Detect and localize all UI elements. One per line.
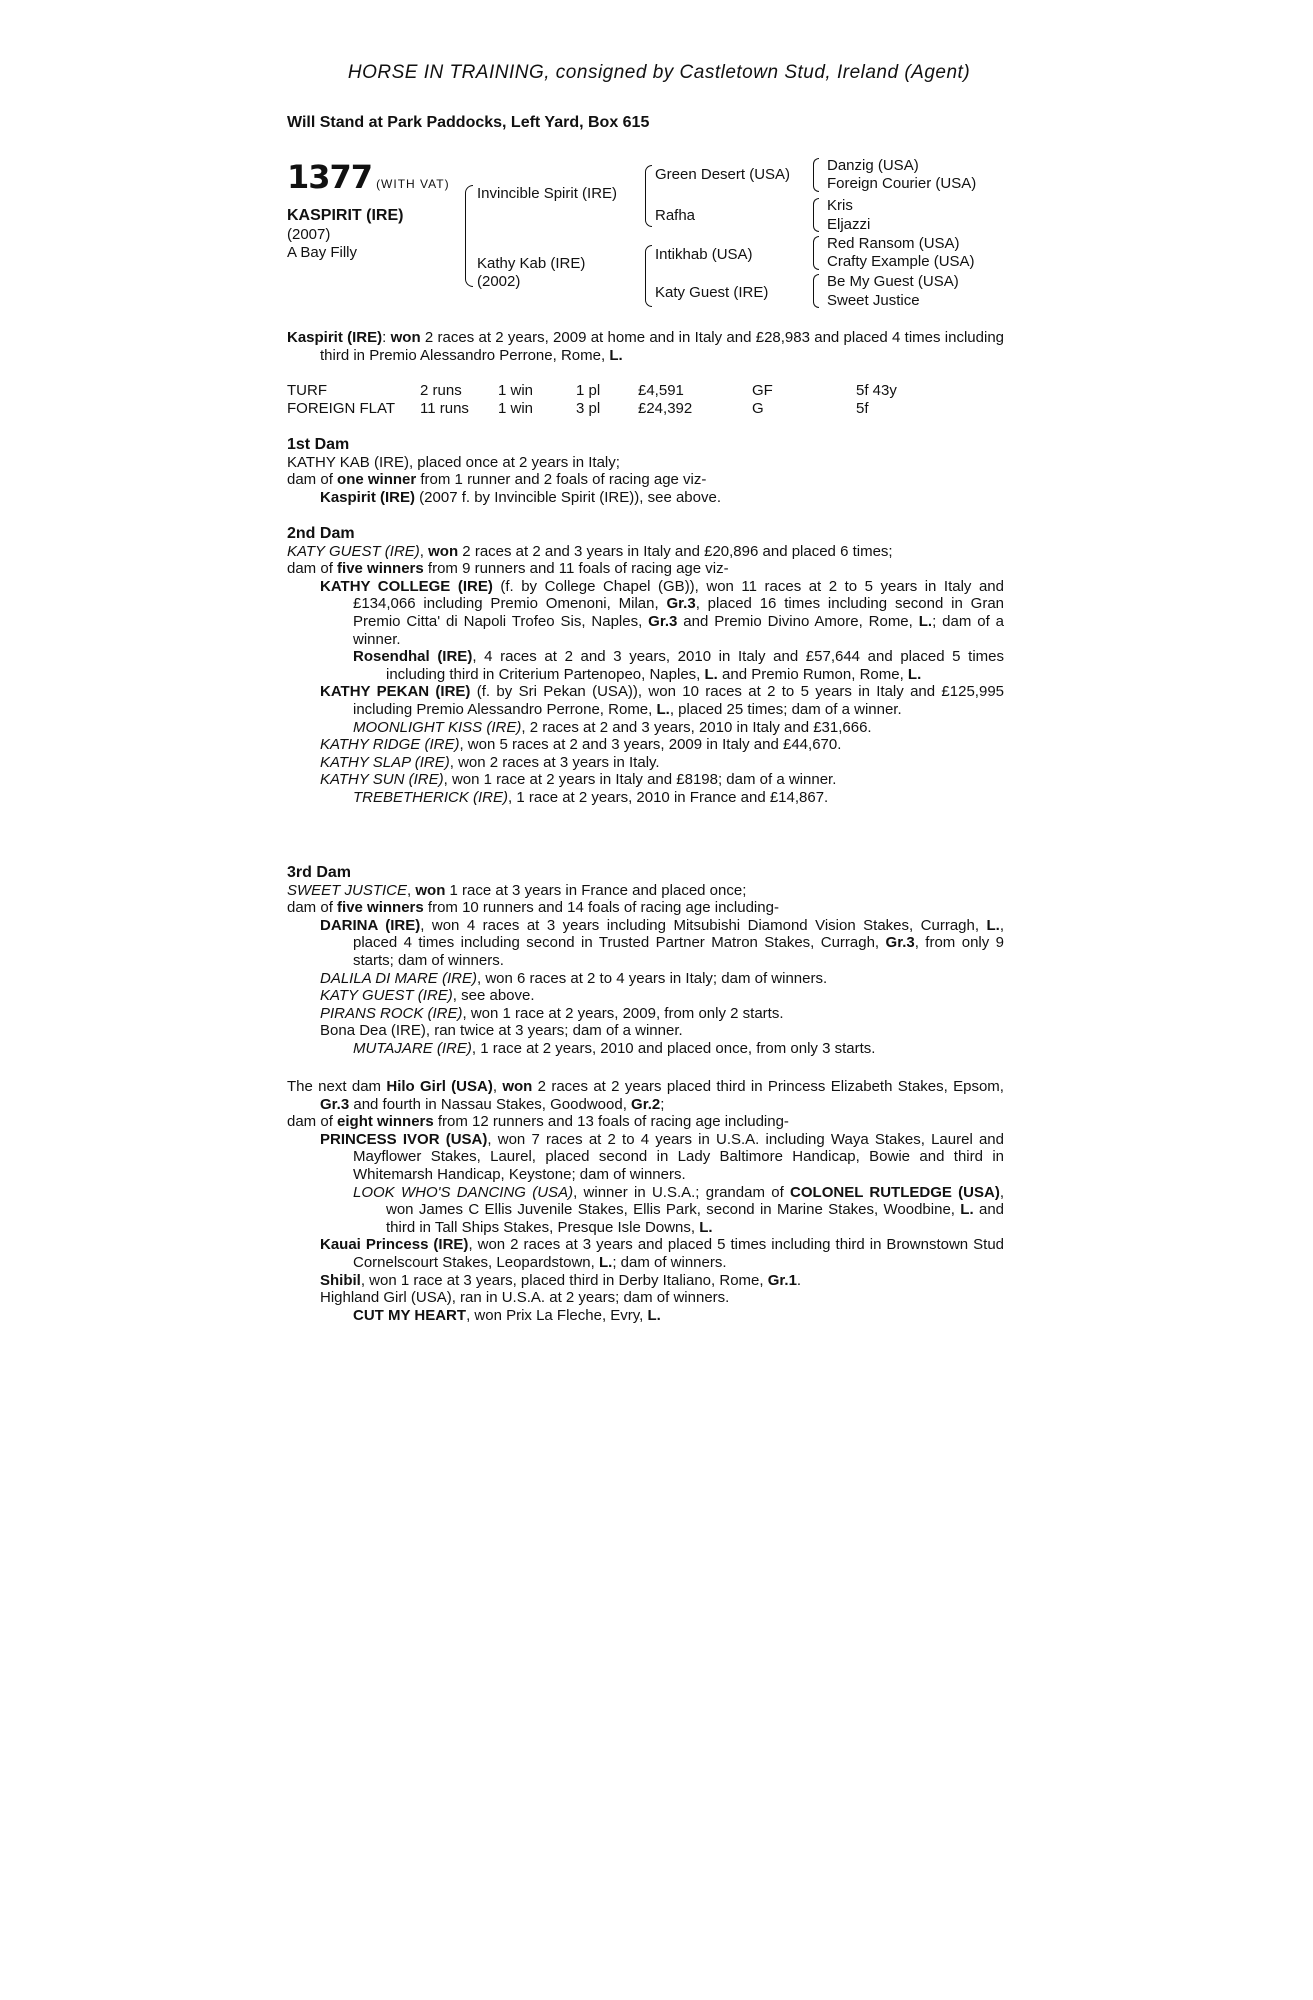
list-item: Kauai Princess (IRE), won 2 races at 3 years and placed 5 times including third in Brownstown Stud Cornelscourt Stakes, Leopardstown, L.; dam of winners. [320, 1236, 1005, 1271]
pedigree-sdd: Eljazzi [827, 216, 871, 233]
pedigree-brace [645, 165, 652, 227]
list-item: CUT MY HEART, won Prix La Fleche, Evry, L. [353, 1306, 661, 1324]
pedigree-brace [813, 236, 819, 270]
list-item: PRINCESS IVOR (USA), won 7 races at 2 to 4 years in U.S.A. including Waya Stakes, Laurel and Mayflower Stakes, Laurel, placed second in Lady Baltimore Handicap, Bowie and third in Whitemarsh Handicap, Keystone; dam of winners. [320, 1130, 1004, 1183]
pedigree-dam-year: (2002) [477, 273, 521, 290]
list-item: KATY GUEST (IRE), see above. [320, 987, 535, 1005]
list-item: Bona Dea (IRE), ran twice at 3 years; dam of a winner. [320, 1022, 683, 1040]
lot-header [287, 158, 450, 196]
list-item: Highland Girl (USA), ran in U.S.A. at 2 years; dam of winners. [320, 1289, 730, 1307]
horse-year: (2007) [287, 226, 331, 243]
table-row: FOREIGN FLAT 11 runs 1 win 3 pl £24,392 G 5f [287, 399, 869, 417]
pedigree-brace [465, 185, 473, 287]
section-heading: 1st Dam [287, 436, 350, 453]
list-item: TREBETHERICK (IRE), 1 race at 2 years, 2010 in France and £14,867. [353, 788, 829, 806]
list-item: MOONLIGHT KISS (IRE), 2 races at 2 and 3 years, 2010 in Italy and £31,666. [353, 718, 872, 736]
second-dam-section: 2nd Dam KATY GUEST (IRE), won 2 races at 2 and 3 years in Italy and £20,896 and placed 6 times; dam of five winners from 9 runners and 11 foals of racing age viz- KATHY COLLEGE (IRE) (f. by College Chapel (GB)), won 11 races at 2 to 5 years in Italy and £134,066 including Premio Omenoni, Milan, Gr.3, placed 16 times including second in Gran Premio Citta' di Napoli Trofeo Sis, Naples, Gr.3 and Premio Divino Amore, Rome, L.; dam of a winner. Rosendhal (IRE), 4 races at 2 and 3 years, 2010 in Italy and £57,644 and placed 5 times including third in Criterium Partenopeo, Naples, L. and Premio Rumon, Rome, L. KATHY PEKAN (IRE) (f. by Sri Pekan (USA)), won 10 races at 2 to 5 years in Italy and £125,995 including Premio Alessandro Perrone, Rome, L., placed 25 times; dam of a winner. MOONLIGHT KISS (IRE), 2 races at 2 and 3 years, 2010 in Italy and £31,666. KATHY RIDGE (IRE), won 5 races at 2 and 3 years, 2009 in Italy and £44,670. KATHY SLAP (IRE), won 2 races at 3 years in Italy. KATHY SUN (IRE), won 1 race at 2 years in Italy and £8198; dam of a winner. TREBETHERICK (IRE), 1 race at 2 years, 2010 in France and £14,867. [287, 525, 1005, 806]
table-row: TURF 2 runs 1 win 1 pl £4,591 GF 5f 43y [287, 381, 897, 399]
horse-name: KASPIRIT (IRE) [287, 207, 404, 224]
horse-description: A Bay Filly [287, 244, 358, 261]
pedigree-sss: Danzig (USA) [827, 157, 919, 174]
pedigree-dam: Kathy Kab (IRE) [477, 255, 586, 272]
pedigree-dam-dam: Katy Guest (IRE) [655, 284, 769, 301]
summary-text: Kaspirit (IRE): won 2 races at 2 years, 2009 at home and in Italy and £28,983 and placed 4 times including third in Premio Alessandro Perrone, Rome, L. [287, 329, 1005, 364]
pedigree-dds: Be My Guest (USA) [827, 273, 959, 290]
pedigree-brace [645, 245, 652, 307]
list-item: PIRANS ROCK (IRE), won 1 race at 2 years, 2009, from only 2 starts. [320, 1004, 784, 1022]
list-item: DARINA (IRE), won 4 races at 3 years including Mitsubishi Diamond Vision Stakes, Curragh, L., placed 4 times including second in Trusted Partner Matron Stakes, Curragh, Gr.3, from only 9 starts; dam of winners. [320, 916, 1005, 969]
pedigree-dsd: Crafty Example (USA) [827, 253, 975, 270]
list-item: LOOK WHO'S DANCING (USA), winner in U.S.A.; grandam of COLONEL RUTLEDGE (USA), won James C Ellis Juvenile Stakes, Ellis Park, second in Marine Stakes, Woodbine, L. and third in Tall Ships Stakes, Presque Isle Downs, L. [353, 1183, 1005, 1236]
list-item: KATHY COLLEGE (IRE) (f. by College Chapel (GB)), won 11 races at 2 to 5 years in Italy and £134,066 including Premio Omenoni, Milan, Gr.3, placed 16 times including second in Gran Premio Citta' di Napoli Trofeo Sis, Naples, Gr.3 and Premio Divino Amore, Rome, L.; dam of a winner. [320, 577, 1005, 648]
lot-number: 1377 [287, 158, 373, 196]
list-item: DALILA DI MARE (IRE), won 6 races at 2 to 4 years in Italy; dam of winners. [320, 969, 828, 987]
pedigree-brace [813, 198, 819, 232]
section-heading: 2nd Dam [287, 525, 355, 542]
list-item: KATHY SLAP (IRE), won 2 races at 3 years in Italy. [320, 753, 660, 771]
list-item: KATHY SUN (IRE), won 1 race at 2 years in Italy and £8198; dam of a winner. [320, 771, 837, 789]
pedigree-ddd: Sweet Justice [827, 292, 920, 309]
vat-note: (WITH VAT) [376, 177, 450, 191]
pedigree-sire-dam: Rafha [655, 207, 696, 224]
pedigree-dam-sire: Intikhab (USA) [655, 246, 753, 263]
race-record-table [287, 381, 897, 417]
list-item: Rosendhal (IRE), 4 races at 2 and 3 years, 2010 in Italy and £57,644 and placed 5 times including third in Criterium Partenopeo, Naples, L. and Premio Rumon, Rome, L. [353, 648, 1004, 683]
race-summary [287, 329, 1004, 364]
pedigree-dss: Red Ransom (USA) [827, 235, 960, 252]
list-item: KATHY RIDGE (IRE), won 5 races at 2 and 3 years, 2009 in Italy and £44,670. [320, 736, 842, 754]
pedigree-brace [813, 274, 819, 308]
first-dam-section: 1st Dam KATHY KAB (IRE), placed once at 2 years in Italy; dam of one winner from 1 runner and 2 foals of racing age viz- Kaspirit (IRE) (2007 f. by Invincible Spirit (IRE)), see above. [287, 436, 1004, 506]
next-dam-section: The next dam Hilo Girl (USA), won 2 races at 2 years placed third in Princess Elizabeth Stakes, Epsom, Gr.3 and fourth in Nassau Stakes, Goodwood, Gr.2; dam of eight winners from 12 runners and 13 foals of racing age including- PRINCESS IVOR (USA), won 7 races at 2 to 4 years in U.S.A. including Waya Stakes, Laurel and Mayflower Stakes, Laurel, placed second in Lady Baltimore Handicap, Bowie and third in Whitemarsh Handicap, Keystone; dam of winners. LOOK WHO'S DANCING (USA), winner in U.S.A.; grandam of COLONEL RUTLEDGE (USA), won James C Ellis Juvenile Stakes, Ellis Park, second in Marine Stakes, Woodbine, L. and third in Tall Ships Stakes, Presque Isle Downs, L. Kauai Princess (IRE), won 2 races at 3 years and placed 5 times including third in Brownstown Stud Cornelscourt Stakes, Leopardstown, L.; dam of winners. Shibil, won 1 race at 3 years, placed third in Derby Italiano, Rome, Gr.1. Highland Girl (USA), ran in U.S.A. at 2 years; dam of winners. CUT MY HEART, won Prix La Fleche, Evry, L. [287, 1078, 1005, 1324]
section-heading: 3rd Dam [287, 864, 352, 881]
pedigree-ssd: Foreign Courier (USA) [827, 175, 977, 192]
summary-horse: Kaspirit (IRE) [287, 329, 383, 346]
pedigree-sire-sire: Green Desert (USA) [655, 166, 791, 183]
page-heading: HORSE IN TRAINING, consigned by Castletown Stud, Ireland (Agent) [347, 62, 971, 83]
pedigree-brace [813, 158, 819, 192]
list-item: KATHY PEKAN (IRE) (f. by Sri Pekan (USA)), won 10 races at 2 to 5 years in Italy and £125,995 including Premio Alessandro Perrone, Rome, L., placed 25 times; dam of a winner. [320, 683, 1004, 718]
third-dam-section: 3rd Dam SWEET JUSTICE, won 1 race at 3 years in France and placed once; dam of five winners from 10 runners and 14 foals of racing age including- DARINA (IRE), won 4 races at 3 years including Mitsubishi Diamond Vision Stakes, Curragh, L., placed 4 times including second in Trusted Partner Matron Stakes, Curragh, Gr.3, from only 9 starts; dam of winners. DALILA DI MARE (IRE), won 6 races at 2 to 4 years in Italy; dam of winners. KATY GUEST (IRE), see above. PIRANS ROCK (IRE), won 1 race at 2 years, 2009, from only 2 starts. Bona Dea (IRE), ran twice at 3 years; dam of a winner. MUTAJARE (IRE), 1 race at 2 years, 2010 and placed once, from only 3 starts. [287, 864, 1005, 1057]
list-item: MUTAJARE (IRE), 1 race at 2 years, 2010 and placed once, from only 3 starts. [353, 1039, 876, 1057]
pedigree-sire: Invincible Spirit (IRE) [477, 185, 618, 202]
stand-location: Will Stand at Park Paddocks, Left Yard, Box 615 [287, 114, 650, 131]
pedigree-sds: Kris [827, 197, 853, 214]
list-item: Shibil, won 1 race at 3 years, placed third in Derby Italiano, Rome, Gr.1. [320, 1271, 802, 1289]
